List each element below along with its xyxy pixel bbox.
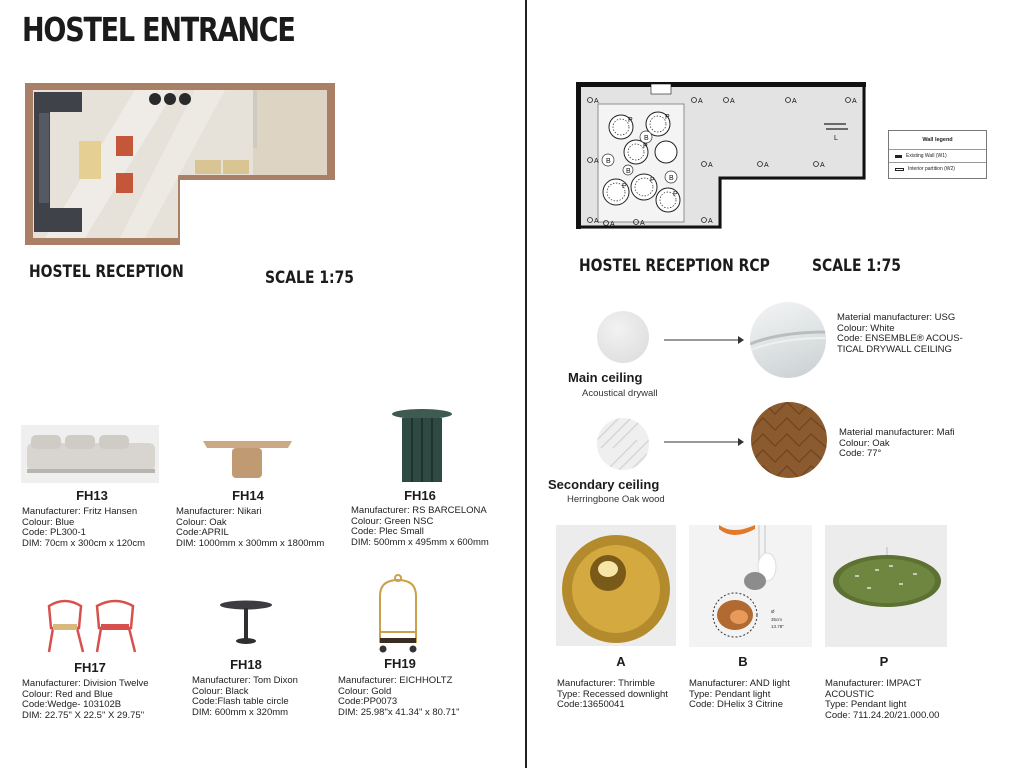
bench-image <box>200 436 295 480</box>
fh18-code: FH18 <box>230 657 262 672</box>
rcp-mark: A <box>594 158 599 165</box>
chairs-image <box>43 596 139 654</box>
fh19-code: FH19 <box>384 656 416 671</box>
rcp-mark: A <box>792 98 797 105</box>
page-divider <box>525 0 527 768</box>
rcp-mark: P <box>650 177 655 184</box>
fh13-spec: Manufacturer: Fritz Hansen Colour: Blue Code: PL300-1 DIM: 70cm x 300cm x 120cm <box>22 506 146 549</box>
fh14-spec: Manufacturer: Nikari Colour: Oak Code:APRIL DIM: 1000mm x 300mm x 1800mm <box>176 506 325 549</box>
rcp-mark: P <box>628 117 633 124</box>
fh16-spec: Manufacturer: RS BARCELONA Colour: Green NSC Code: Plec Small DIM: 500mm x 495mm x 600mm <box>351 505 489 548</box>
light-p-spec: Manufacturer: IMPACT ACOUSTIC Type: Pendant light Code: 711.24.20/21.000.00 <box>825 678 940 721</box>
rcp-scale: SCALE 1:75 <box>812 256 901 276</box>
rcp-caption: HOSTEL RECEPTION RCP <box>579 256 770 276</box>
main-ceiling-title: Main ceiling <box>568 370 643 385</box>
fh16-code: FH16 <box>404 488 436 503</box>
light-b-spec: Manufacturer: AND light Type: Pendant light Code: DHelix 3 Citrine <box>689 678 790 711</box>
oak-herringbone-photo <box>751 402 827 478</box>
light-a-code: A <box>616 654 626 669</box>
rcp-mark: A <box>698 98 703 105</box>
secondary-ceiling-title: Secondary ceiling <box>548 477 660 492</box>
light-b-dim: 13.78" <box>771 624 784 629</box>
fh17-code: FH17 <box>74 660 106 675</box>
light-a-photo <box>556 525 676 646</box>
main-ceiling-subtitle: Acoustical drywall <box>582 388 658 399</box>
light-b-dim: Ø <box>771 609 775 614</box>
rcp-mark: B <box>626 168 631 175</box>
secondary-ceiling-swatch <box>597 418 649 470</box>
legend-row-partition: Interior partition (W2) <box>889 162 986 175</box>
main-ceiling-swatch <box>597 311 649 363</box>
side-table-image <box>389 408 455 484</box>
rcp-mark: A <box>730 98 735 105</box>
rcp-mark: P <box>665 114 670 121</box>
rcp-mark: A <box>764 162 769 169</box>
light-p-code: P <box>879 654 889 669</box>
light-b-photo <box>689 525 812 647</box>
plan-caption: HOSTEL RECEPTION <box>29 262 184 282</box>
fh13-code: FH13 <box>76 488 108 503</box>
main-ceiling-photo <box>750 302 826 378</box>
reception-plan-render <box>25 83 335 245</box>
wall-legend <box>888 130 987 179</box>
legend-row-existing: Existing Wall (W1) <box>889 149 986 162</box>
light-a-spec: Manufacturer: Thrimble Type: Recessed downlight Code:13650041 <box>557 678 668 711</box>
rcp-mark: A <box>708 218 713 225</box>
cafe-table-image <box>219 600 273 646</box>
main-ceiling-spec: Material manufacturer: USG Colour: White Code: ENSEMBLE® ACOUS- TICAL DRYWALL CEILING <box>837 312 963 355</box>
arrow-icon <box>664 434 744 444</box>
luggage-cart-image <box>372 574 424 654</box>
rcp-mark: L <box>834 135 838 142</box>
rcp-mark: B <box>644 135 649 142</box>
fh19-spec: Manufacturer: EICHHOLTZ Colour: Gold Code:PP0073 DIM: 25.98"x 41.34" x 80.71" <box>338 675 460 718</box>
wall-legend-title: Wall legend <box>922 137 953 143</box>
rcp-mark: P <box>673 191 678 198</box>
page-title: HOSTEL ENTRANCE <box>22 10 295 49</box>
rcp-mark: B <box>606 158 611 165</box>
secondary-ceiling-spec: Material manufacturer: Mafi Colour: Oak Code: 77° <box>839 427 955 460</box>
plan-scale: SCALE 1:75 <box>265 268 354 288</box>
rcp-mark: P <box>622 183 627 190</box>
fh17-spec: Manufacturer: Division Twelve Colour: Red and Blue Code:Wedge- 103102B DIM: 22.75" X 22.5" X 29.75" <box>22 678 149 721</box>
rcp-mark: A <box>610 221 615 228</box>
rcp-mark: A <box>594 218 599 225</box>
rcp-mark: A <box>820 162 825 169</box>
sofa-image <box>21 425 159 483</box>
rcp-drawing <box>576 82 866 229</box>
rcp-mark: A <box>708 162 713 169</box>
rcp-mark: A <box>594 98 599 105</box>
light-p-photo <box>825 525 947 647</box>
rcp-mark: P <box>643 143 648 150</box>
rcp-mark: A <box>852 98 857 105</box>
fh18-spec: Manufacturer: Tom Dixon Colour: Black Code:Flash table circle DIM: 600mm x 320mm <box>192 675 298 718</box>
light-b-dim: 35cm <box>771 617 783 622</box>
light-b-code: B <box>738 654 748 669</box>
secondary-ceiling-subtitle: Herringbone Oak wood <box>567 494 665 505</box>
rcp-mark: B <box>669 175 674 182</box>
arrow-icon <box>664 332 744 342</box>
rcp-mark: A <box>640 220 645 227</box>
fh14-code: FH14 <box>232 488 264 503</box>
